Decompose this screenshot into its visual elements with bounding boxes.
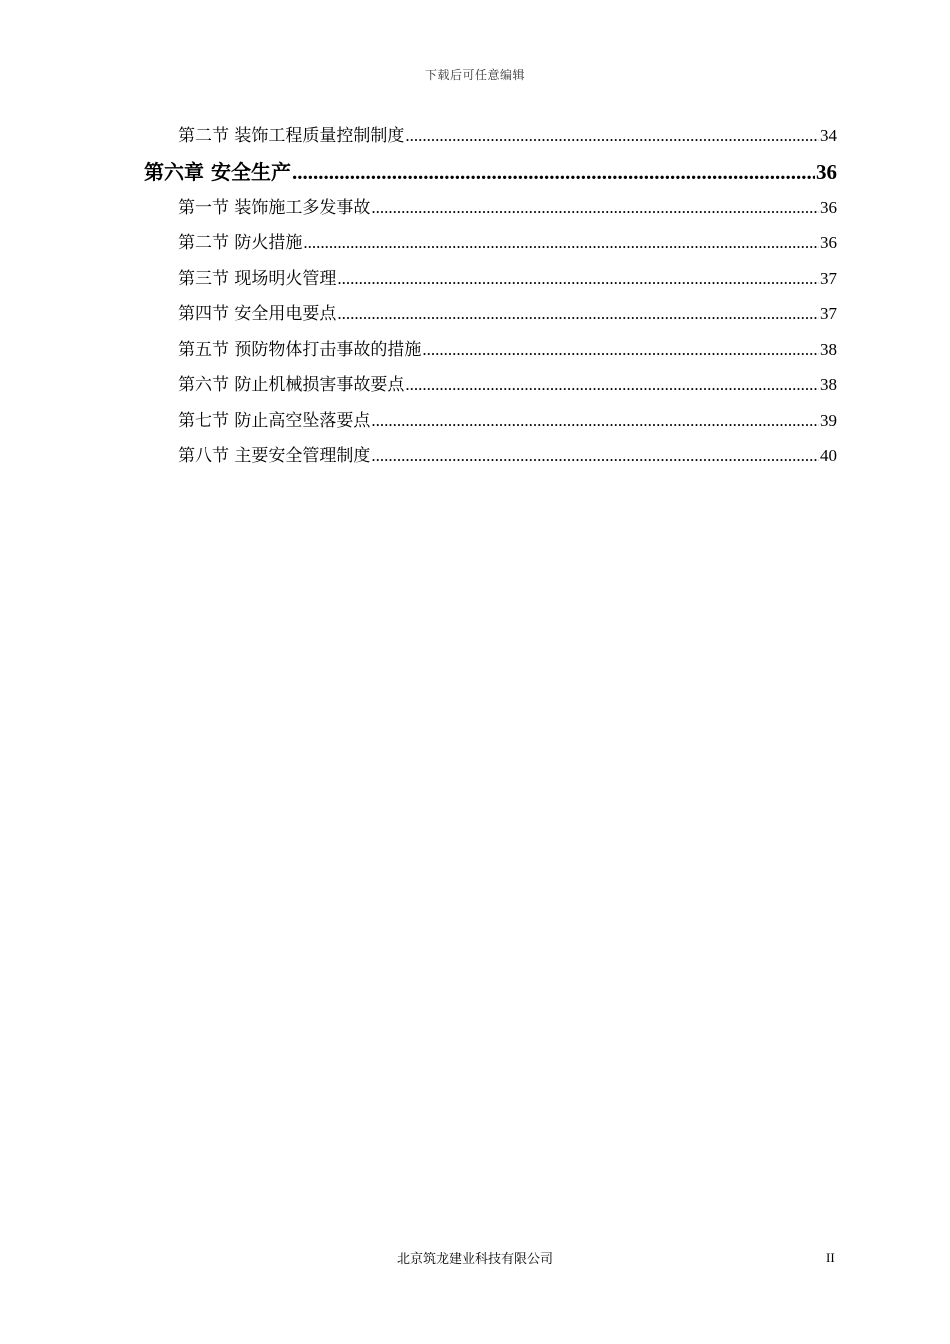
toc-entry-title: 第八节 主要安全管理制度 bbox=[178, 446, 371, 466]
toc-entry-title: 第七节 防止高空坠落要点 bbox=[178, 410, 371, 431]
toc-dot-leader bbox=[292, 156, 815, 188]
toc-entry-title: 第二节 装饰工程质量控制制度 bbox=[178, 126, 405, 146]
toc-entry-page: 36 bbox=[820, 197, 837, 217]
toc-entry[interactable] bbox=[144, 442, 837, 478]
table-of-contents bbox=[144, 122, 837, 478]
toc-chapter-title: 第六章 安全生产 bbox=[144, 159, 291, 184]
toc-entry-page: 37 bbox=[820, 304, 837, 323]
toc-dot-leader bbox=[371, 407, 819, 435]
toc-dot-leader bbox=[422, 336, 819, 364]
toc-entry[interactable] bbox=[144, 229, 837, 265]
toc-dot-leader bbox=[405, 122, 819, 150]
toc-dot-leader bbox=[371, 194, 819, 222]
toc-dot-leader bbox=[337, 300, 819, 328]
toc-entry-page: 38 bbox=[820, 339, 837, 359]
toc-dot-leader bbox=[303, 229, 819, 257]
toc-entry-title: 第六节 防止机械损害事故要点 bbox=[178, 375, 405, 395]
toc-entry-page: 34 bbox=[820, 126, 837, 145]
toc-entry[interactable] bbox=[144, 122, 837, 158]
page-number: II bbox=[826, 1250, 835, 1265]
toc-entry-page: 38 bbox=[820, 375, 837, 394]
toc-dot-leader bbox=[337, 265, 819, 293]
toc-entry[interactable] bbox=[144, 300, 837, 336]
toc-entry-page: 37 bbox=[820, 268, 837, 288]
toc-entry-title: 第五节 预防物体打击事故的措施 bbox=[178, 339, 422, 360]
toc-entry[interactable] bbox=[144, 371, 837, 407]
toc-entry-page: 36 bbox=[820, 233, 837, 252]
toc-entry-title: 第一节 装饰施工多发事故 bbox=[178, 197, 371, 218]
toc-entry-title: 第二节 防火措施 bbox=[178, 233, 303, 253]
toc-entry-page: 40 bbox=[820, 446, 837, 465]
toc-entry[interactable] bbox=[144, 265, 837, 301]
page-header: 下载后可任意编辑 bbox=[424, 68, 525, 82]
toc-entry-title: 第四节 安全用电要点 bbox=[178, 304, 337, 324]
toc-entry-title: 第三节 现场明火管理 bbox=[178, 268, 337, 289]
toc-chapter-page: 36 bbox=[816, 159, 837, 184]
page-footer-company: 北京筑龙建业科技有限公司 bbox=[396, 1252, 553, 1267]
toc-entry[interactable] bbox=[144, 194, 837, 230]
toc-entry[interactable] bbox=[144, 336, 837, 372]
toc-entry[interactable] bbox=[144, 407, 837, 443]
toc-dot-leader bbox=[371, 442, 819, 470]
toc-dot-leader bbox=[405, 371, 819, 399]
toc-entry-page: 39 bbox=[820, 410, 837, 430]
toc-chapter-entry[interactable] bbox=[144, 156, 837, 194]
